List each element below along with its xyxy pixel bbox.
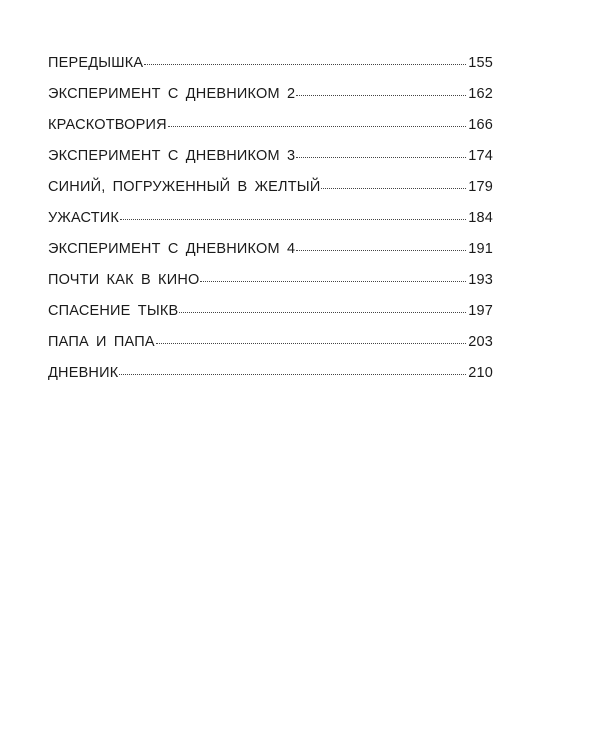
dot-leader xyxy=(296,156,466,158)
toc-entry-title: ПОЧТИ КАК В КИНО xyxy=(48,272,200,288)
dot-leader xyxy=(296,249,466,251)
toc-entry-page: 155 xyxy=(468,55,493,71)
toc-entry-page: 210 xyxy=(468,365,493,381)
dot-leader xyxy=(120,218,466,220)
dot-leader xyxy=(179,311,466,313)
toc-entry-title: ПАПА И ПАПА xyxy=(48,334,155,350)
dot-leader xyxy=(144,63,466,65)
toc-entry-page: 184 xyxy=(468,210,493,226)
toc-entry xyxy=(48,86,493,117)
toc-entry-title: СИНИЙ, ПОГРУЖЕННЫЙ В ЖЕЛТЫЙ xyxy=(48,179,321,195)
dot-leader xyxy=(119,373,466,375)
toc-entry-title: УЖАСТИК xyxy=(48,210,120,226)
toc-entry-title: ЭКСПЕРИМЕНТ С ДНЕВНИКОМ 2 xyxy=(48,86,296,102)
toc-entry xyxy=(48,210,493,241)
toc-entry-page: 203 xyxy=(468,334,493,350)
toc-entry-page: 162 xyxy=(468,86,493,102)
toc-entry xyxy=(48,365,493,396)
toc-entry xyxy=(48,55,493,86)
dot-leader xyxy=(156,342,466,344)
toc-entry xyxy=(48,117,493,148)
toc-entry-title: СПАСЕНИЕ ТЫКВ xyxy=(48,303,179,319)
dot-leader xyxy=(200,280,466,282)
toc-entry-title: ПЕРЕДЫШКА xyxy=(48,55,144,71)
toc-entry xyxy=(48,179,493,210)
toc-entry-page: 191 xyxy=(468,241,493,257)
toc-entry-page: 197 xyxy=(468,303,493,319)
toc-entry xyxy=(48,303,493,334)
toc-entry-page: 193 xyxy=(468,272,493,288)
toc-entry-page: 179 xyxy=(468,179,493,195)
dot-leader xyxy=(168,125,466,127)
toc-entry xyxy=(48,148,493,179)
toc-entry xyxy=(48,272,493,303)
toc-entry xyxy=(48,241,493,272)
toc-entry xyxy=(48,334,493,365)
dot-leader xyxy=(296,94,466,96)
toc-entry-title: ДНЕВНИК xyxy=(48,365,119,381)
toc-entry-page: 174 xyxy=(468,148,493,164)
toc-entry-title: КРАСКОТВОРИЯ xyxy=(48,117,167,133)
table-of-contents xyxy=(48,55,493,396)
dot-leader xyxy=(321,187,466,189)
toc-entry-page: 166 xyxy=(468,117,493,133)
toc-entry-title: ЭКСПЕРИМЕНТ С ДНЕВНИКОМ 4 xyxy=(48,241,296,257)
toc-entry-title: ЭКСПЕРИМЕНТ С ДНЕВНИКОМ 3 xyxy=(48,148,296,164)
